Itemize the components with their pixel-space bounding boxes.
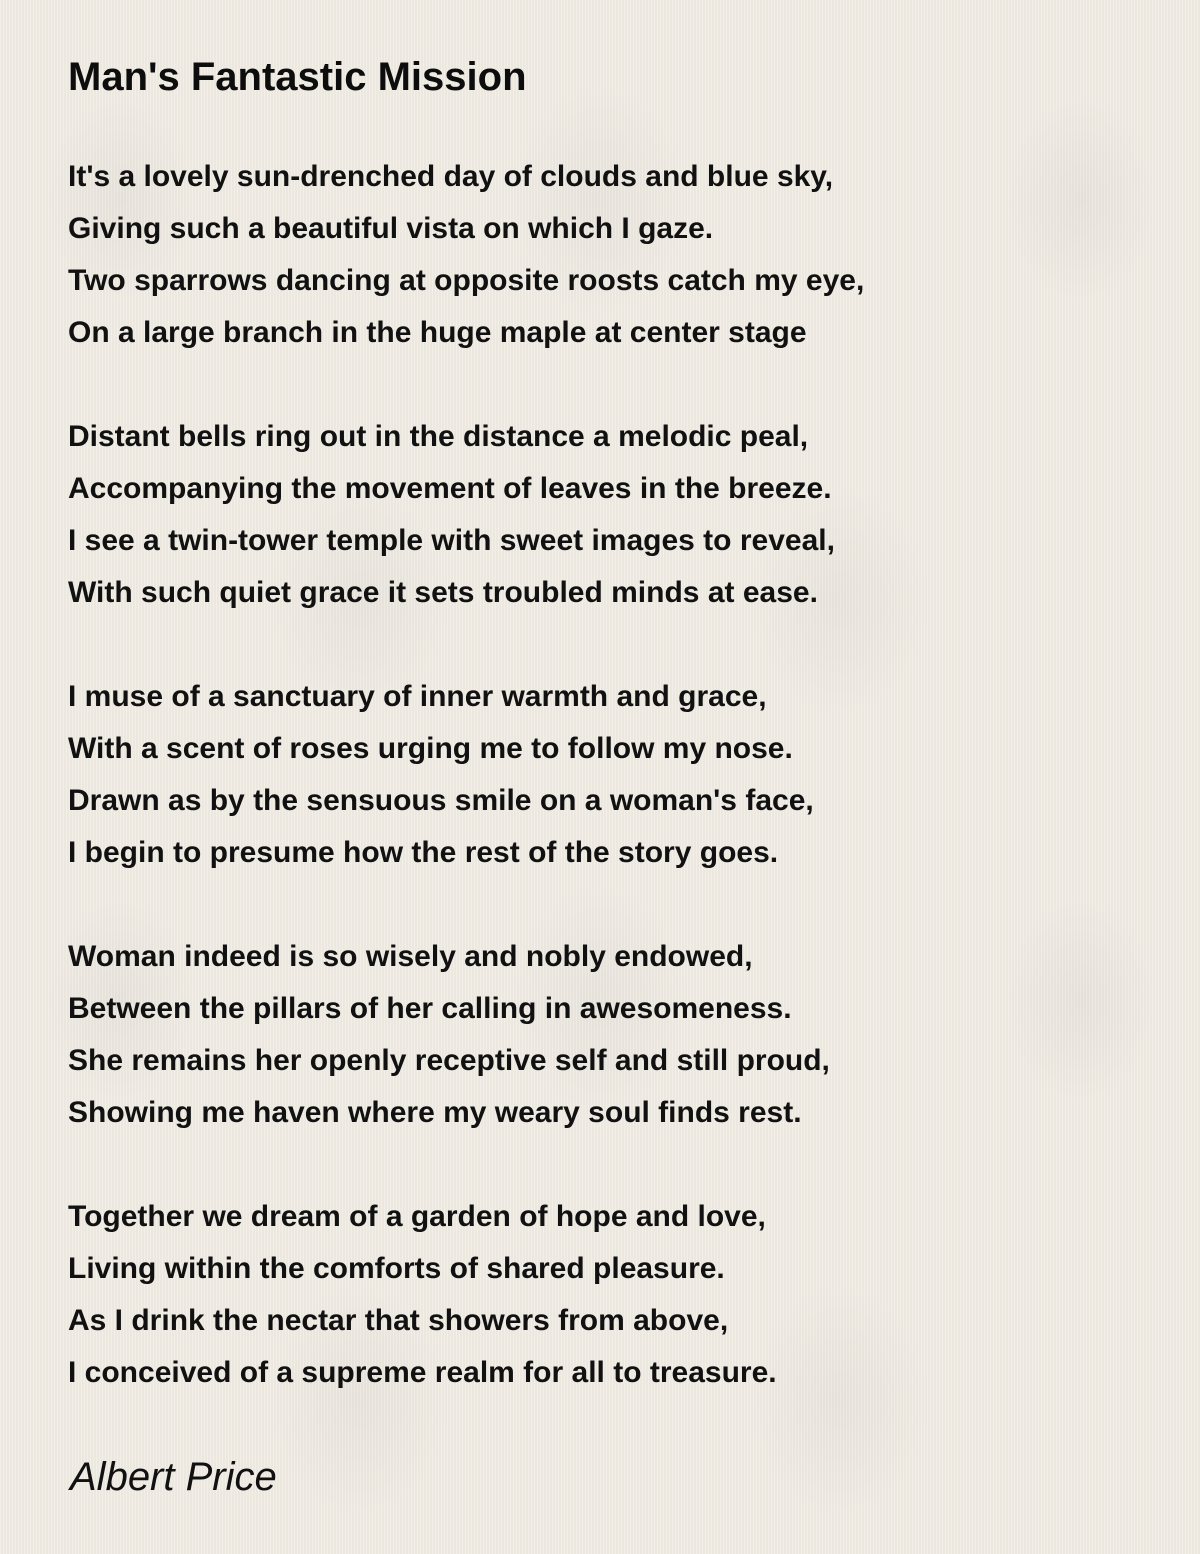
poem-line: With such quiet grace it sets troubled minds at ease. — [68, 576, 818, 609]
stanza — [68, 671, 1148, 879]
stanza — [68, 151, 1148, 359]
poem-line: On a large branch in the huge maple at center stage — [68, 316, 807, 349]
poem-line: I begin to presume how the rest of the story goes. — [68, 836, 779, 869]
poem-line: It's a lovely sun-drenched day of clouds and blue sky, — [68, 160, 834, 193]
poem-line: Accompanying the movement of leaves in the breeze. — [68, 472, 832, 505]
poem-line: Together we dream of a garden of hope and love, — [68, 1200, 766, 1233]
poem-line: Distant bells ring out in the distance a melodic peal, — [68, 420, 809, 453]
poem-line: Two sparrows dancing at opposite roosts catch my eye, — [68, 264, 865, 297]
poem-line: With a scent of roses urging me to follow my nose. — [68, 732, 793, 765]
poem-author: Albert Price — [70, 1455, 277, 1499]
poem-line: Living within the comforts of shared pleasure. — [68, 1252, 725, 1285]
poem-line: Drawn as by the sensuous smile on a woman's face, — [68, 784, 814, 817]
poem-line: She remains her openly receptive self and still proud, — [68, 1044, 830, 1077]
poem-line: Between the pillars of her calling in awesomeness. — [68, 992, 792, 1025]
poem-line: I muse of a sanctuary of inner warmth and grace, — [68, 680, 767, 713]
poem-line: I see a twin-tower temple with sweet images to reveal, — [68, 524, 835, 557]
stanza — [68, 1191, 1148, 1399]
poem-line: Woman indeed is so wisely and nobly endowed, — [68, 940, 753, 973]
poem-body — [68, 151, 1148, 1451]
poem-line: Giving such a beautiful vista on which I gaze. — [68, 212, 714, 245]
poem-line: As I drink the nectar that showers from above, — [68, 1304, 729, 1337]
poem-line: I conceived of a supreme realm for all to treasure. — [68, 1356, 777, 1389]
poem-title: Man's Fantastic Mission — [68, 55, 527, 99]
poem-line: Showing me haven where my weary soul finds rest. — [68, 1096, 802, 1129]
stanza — [68, 931, 1148, 1139]
stanza — [68, 411, 1148, 619]
